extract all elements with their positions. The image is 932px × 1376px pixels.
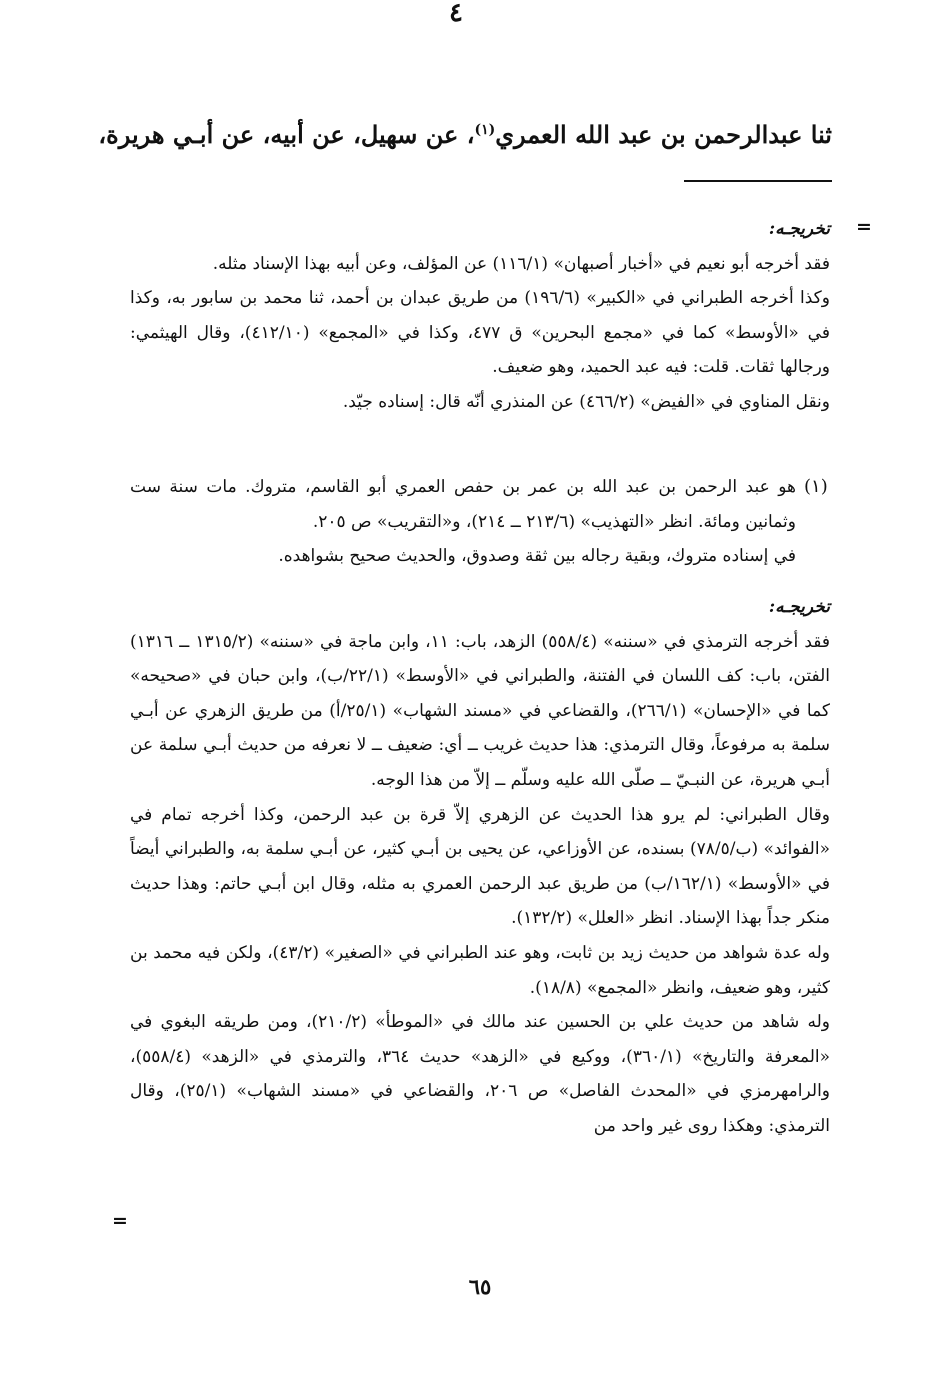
footnote-1-paragraph: هو عبد الرحمن بن عبد الله بن عمر بن حفص العمري أبو القاسم، متروك. مات سنة ست وثمانين ومائة. انظر «التهذيب» (٢١٣/٦ ــ ٢١٤)، و«التقريب» ص ٢٠٥. bbox=[130, 477, 796, 532]
continuation-marker: = bbox=[856, 216, 872, 238]
top-mark: ٤ bbox=[449, 0, 463, 28]
takhrij-2-paragraph: فقد أخرجه الترمذي في «سننه» (٥٥٨/٤) الزهد، باب: ١١، وابن ماجة في «سننه» (١٣١٥/٢ ــ ١٣١٦) الفتن، باب: كف اللسان في الفتنة، والطبراني في «الأوسط» (٢٢/١/ب)، وابن حبان في «صحيحه» كما في «الإحسان» (٢٦٦/١)، والقضاعي في «مسند الشهاب» (٢٥/١/أ) من طريق الزهري عن أبـي سلمة به مرفوعاً، وقال الترمذي: هذا حديث غريب ــ أي: ضعيف ــ لا نعرفه من حديث أبـي سلمة عن أبـي هريرة، عن النبـيّ ــ صلّى الله عليه وسلّم ــ إلاّ من هذا الوجه. bbox=[130, 631, 831, 790]
main-text-before: ثنا عبدالرحمن بن عبد الله العمري bbox=[495, 120, 832, 149]
page-number: ٦٥ bbox=[468, 1274, 492, 1299]
takhrij-1-paragraph: وكذا أخرجه الطبراني في «الكبير» (١٩٦/٦) من طريق عبدان بن أحمد، ثنا محمد بن سابور به، وكذا في «الأوسط» كما في «مجمع البحرين» ق ٤٧٧، وكذا في «المجمع» (٤١٢/١٠)، وقال الهيثمي: ورجالها ثقات. قلت: فيه عبد الحميد، وهو ضعيف. bbox=[130, 288, 830, 378]
footnote-ref-1[interactable]: (١) bbox=[474, 122, 496, 138]
takhrij-1-paragraph: فقد أخرجه أبو نعيم في «أخبار أصبهان» (١١٦/١) عن المؤلف، وعن أبيه بهذا الإسناد مثله. bbox=[212, 253, 830, 274]
footnote-separator bbox=[684, 180, 832, 182]
takhrij-section-1 bbox=[130, 212, 830, 420]
takhrij-2-paragraph: وله شاهد من حديث علي بن الحسين عند مالك في «الموطأ» (٢١٠/٢)، ومن طريقه البغوي في «المعرفة والتاريخ» (٣٦٠/١)، ووكيع في «الزهد» حديث ٣٦٤، والترمذي في «الزهد» (٥٥٨/٤)، والرامهرمزي في «المحدث الفاصل» ص ٢٠٦، والقضاعي في «مسند الشهاب» (٢٥/١)، وقال الترمذي: وهكذا روى غير واحد من bbox=[130, 1012, 831, 1136]
takhrij-heading-2: تخريجـه: bbox=[768, 597, 830, 617]
footnote-1 bbox=[130, 470, 796, 574]
main-text-line bbox=[98, 108, 832, 157]
takhrij-section-2 bbox=[130, 590, 830, 1144]
takhrij-2-paragraph: وقال الطبراني: لم يرو هذا الحديث عن الزهري إلاّ قرة بن عبد الرحمن، وكذا أخرجه تمام في «الفوائد» (ب/٧٨/٥) بسنده، عن الأوزاعي، عن يحيى بن أبـي كثير، عن أبـي سلمة به، والطبراني أيضاً في «الأوسط» (١٦٢/١/ب) من طريق عبد الرحمن العمري به مثله، وقال ابن أبـي حاتم: وهذا حديث منكر جداً بهذا الإسناد. انظر «العلل» (١٣٢/٢). bbox=[130, 804, 831, 929]
main-text-after: ، عن سهيل، عن أبيه، عن أبـي هريرة، bbox=[98, 120, 475, 149]
footnote-number-1: (١) bbox=[804, 476, 828, 497]
continued-marker: = bbox=[112, 1210, 128, 1232]
takhrij-heading-1: تخريجـه: bbox=[768, 219, 830, 239]
footnote-1-paragraph: في إسناده متروك، وبقية رجاله بين ثقة وصدوق، والحديث صحيح بشواهده. bbox=[278, 546, 796, 567]
takhrij-2-paragraph: وله عدة شواهد من حديث زيد بن ثابت، وهو عند الطبراني في «الصغير» (٤٣/٢)، ولكن فيه محمد بن كثير، وهو ضعيف، وانظر «المجمع» (١٨/٨). bbox=[130, 942, 830, 998]
takhrij-1-paragraph: ونقل المناوي في «الفيض» (٤٦٦/٢) عن المنذري أنّه قال: إسناده جيّد. bbox=[342, 391, 830, 412]
